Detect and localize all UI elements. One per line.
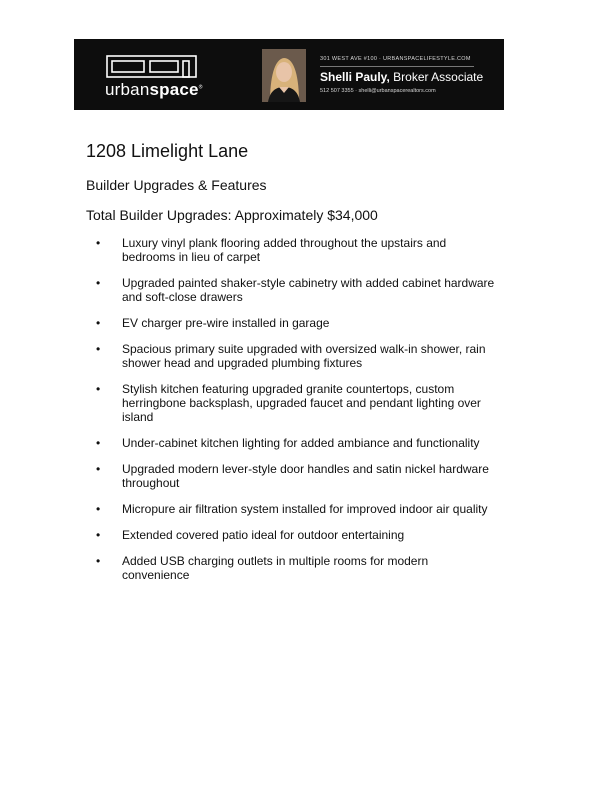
feature-text: EV charger pre-wire installed in garage — [122, 316, 330, 330]
feature-text: Upgraded painted shaker-style cabinetry with added cabinet hardware and soft-close drawers — [122, 276, 495, 304]
feature-text: Under-cabinet kitchen lighting for added ambiance and functionality — [122, 436, 480, 450]
list-item — [96, 342, 496, 370]
feature-text: Luxury vinyl plank flooring added throughout the upstairs and bedrooms in lieu of carpet — [122, 236, 447, 264]
list-item — [96, 436, 496, 450]
bullet: • — [96, 342, 101, 356]
urbanspace-logo-mark-icon — [106, 55, 197, 78]
feature-text: Spacious primary suite upgraded with oversized walk-in shower, rain shower head and upgraded plumbing fixtures — [122, 342, 486, 370]
list-item — [96, 528, 496, 542]
feature-text: Stylish kitchen featuring upgraded granite countertops, custom herringbone backsplash, upgraded faucet and pendant lighting over island — [122, 382, 481, 424]
section-subtitle: Builder Upgrades & Features — [86, 177, 267, 193]
bullet: • — [96, 236, 101, 250]
list-item — [96, 554, 496, 582]
office-address: 301 WEST AVE #100 · URBANSPACELIFESTYLE.COM — [320, 56, 471, 62]
feature-text: Upgraded modern lever-style door handles and satin nickel hardware throughout — [122, 462, 489, 490]
bullet: • — [96, 436, 101, 450]
logo-registered-mark: ® — [198, 84, 203, 91]
feature-text: Added USB charging outlets in multiple rooms for modern convenience — [122, 554, 429, 582]
divider — [320, 66, 474, 67]
list-item — [96, 276, 496, 304]
list-item — [96, 502, 496, 516]
agent-name: Shelli Pauly, — [320, 70, 390, 84]
urbanspace-logo-text — [105, 80, 203, 100]
list-item — [96, 382, 496, 424]
list-item — [96, 316, 496, 330]
bullet: • — [96, 316, 101, 330]
total-upgrades: Total Builder Upgrades: Approximately $34,000 — [86, 207, 378, 223]
logo-text-bold: space — [149, 80, 199, 99]
list-item — [96, 236, 496, 264]
bullet: • — [96, 502, 101, 516]
agent-portrait-icon — [262, 49, 306, 102]
bullet: • — [96, 382, 101, 396]
header-banner — [74, 39, 504, 110]
bullet: • — [96, 554, 101, 568]
feature-text: Extended covered patio ideal for outdoor entertaining — [122, 528, 405, 542]
agent-title: Broker Associate — [389, 70, 484, 84]
agent-photo — [262, 49, 306, 102]
feature-text: Micropure air filtration system installed for improved indoor air quality — [122, 502, 488, 516]
logo-text-light: urban — [105, 80, 150, 99]
page-title: 1208 Limelight Lane — [86, 141, 249, 161]
bullet: • — [96, 276, 101, 290]
bullet: • — [96, 462, 101, 476]
bullet: • — [96, 528, 101, 542]
agent-contact-info: 512 507 3355 · shelli@urbanspacerealtors.com — [320, 88, 436, 94]
agent-name-line — [320, 70, 483, 84]
list-item — [96, 462, 496, 490]
features-list — [96, 236, 496, 594]
